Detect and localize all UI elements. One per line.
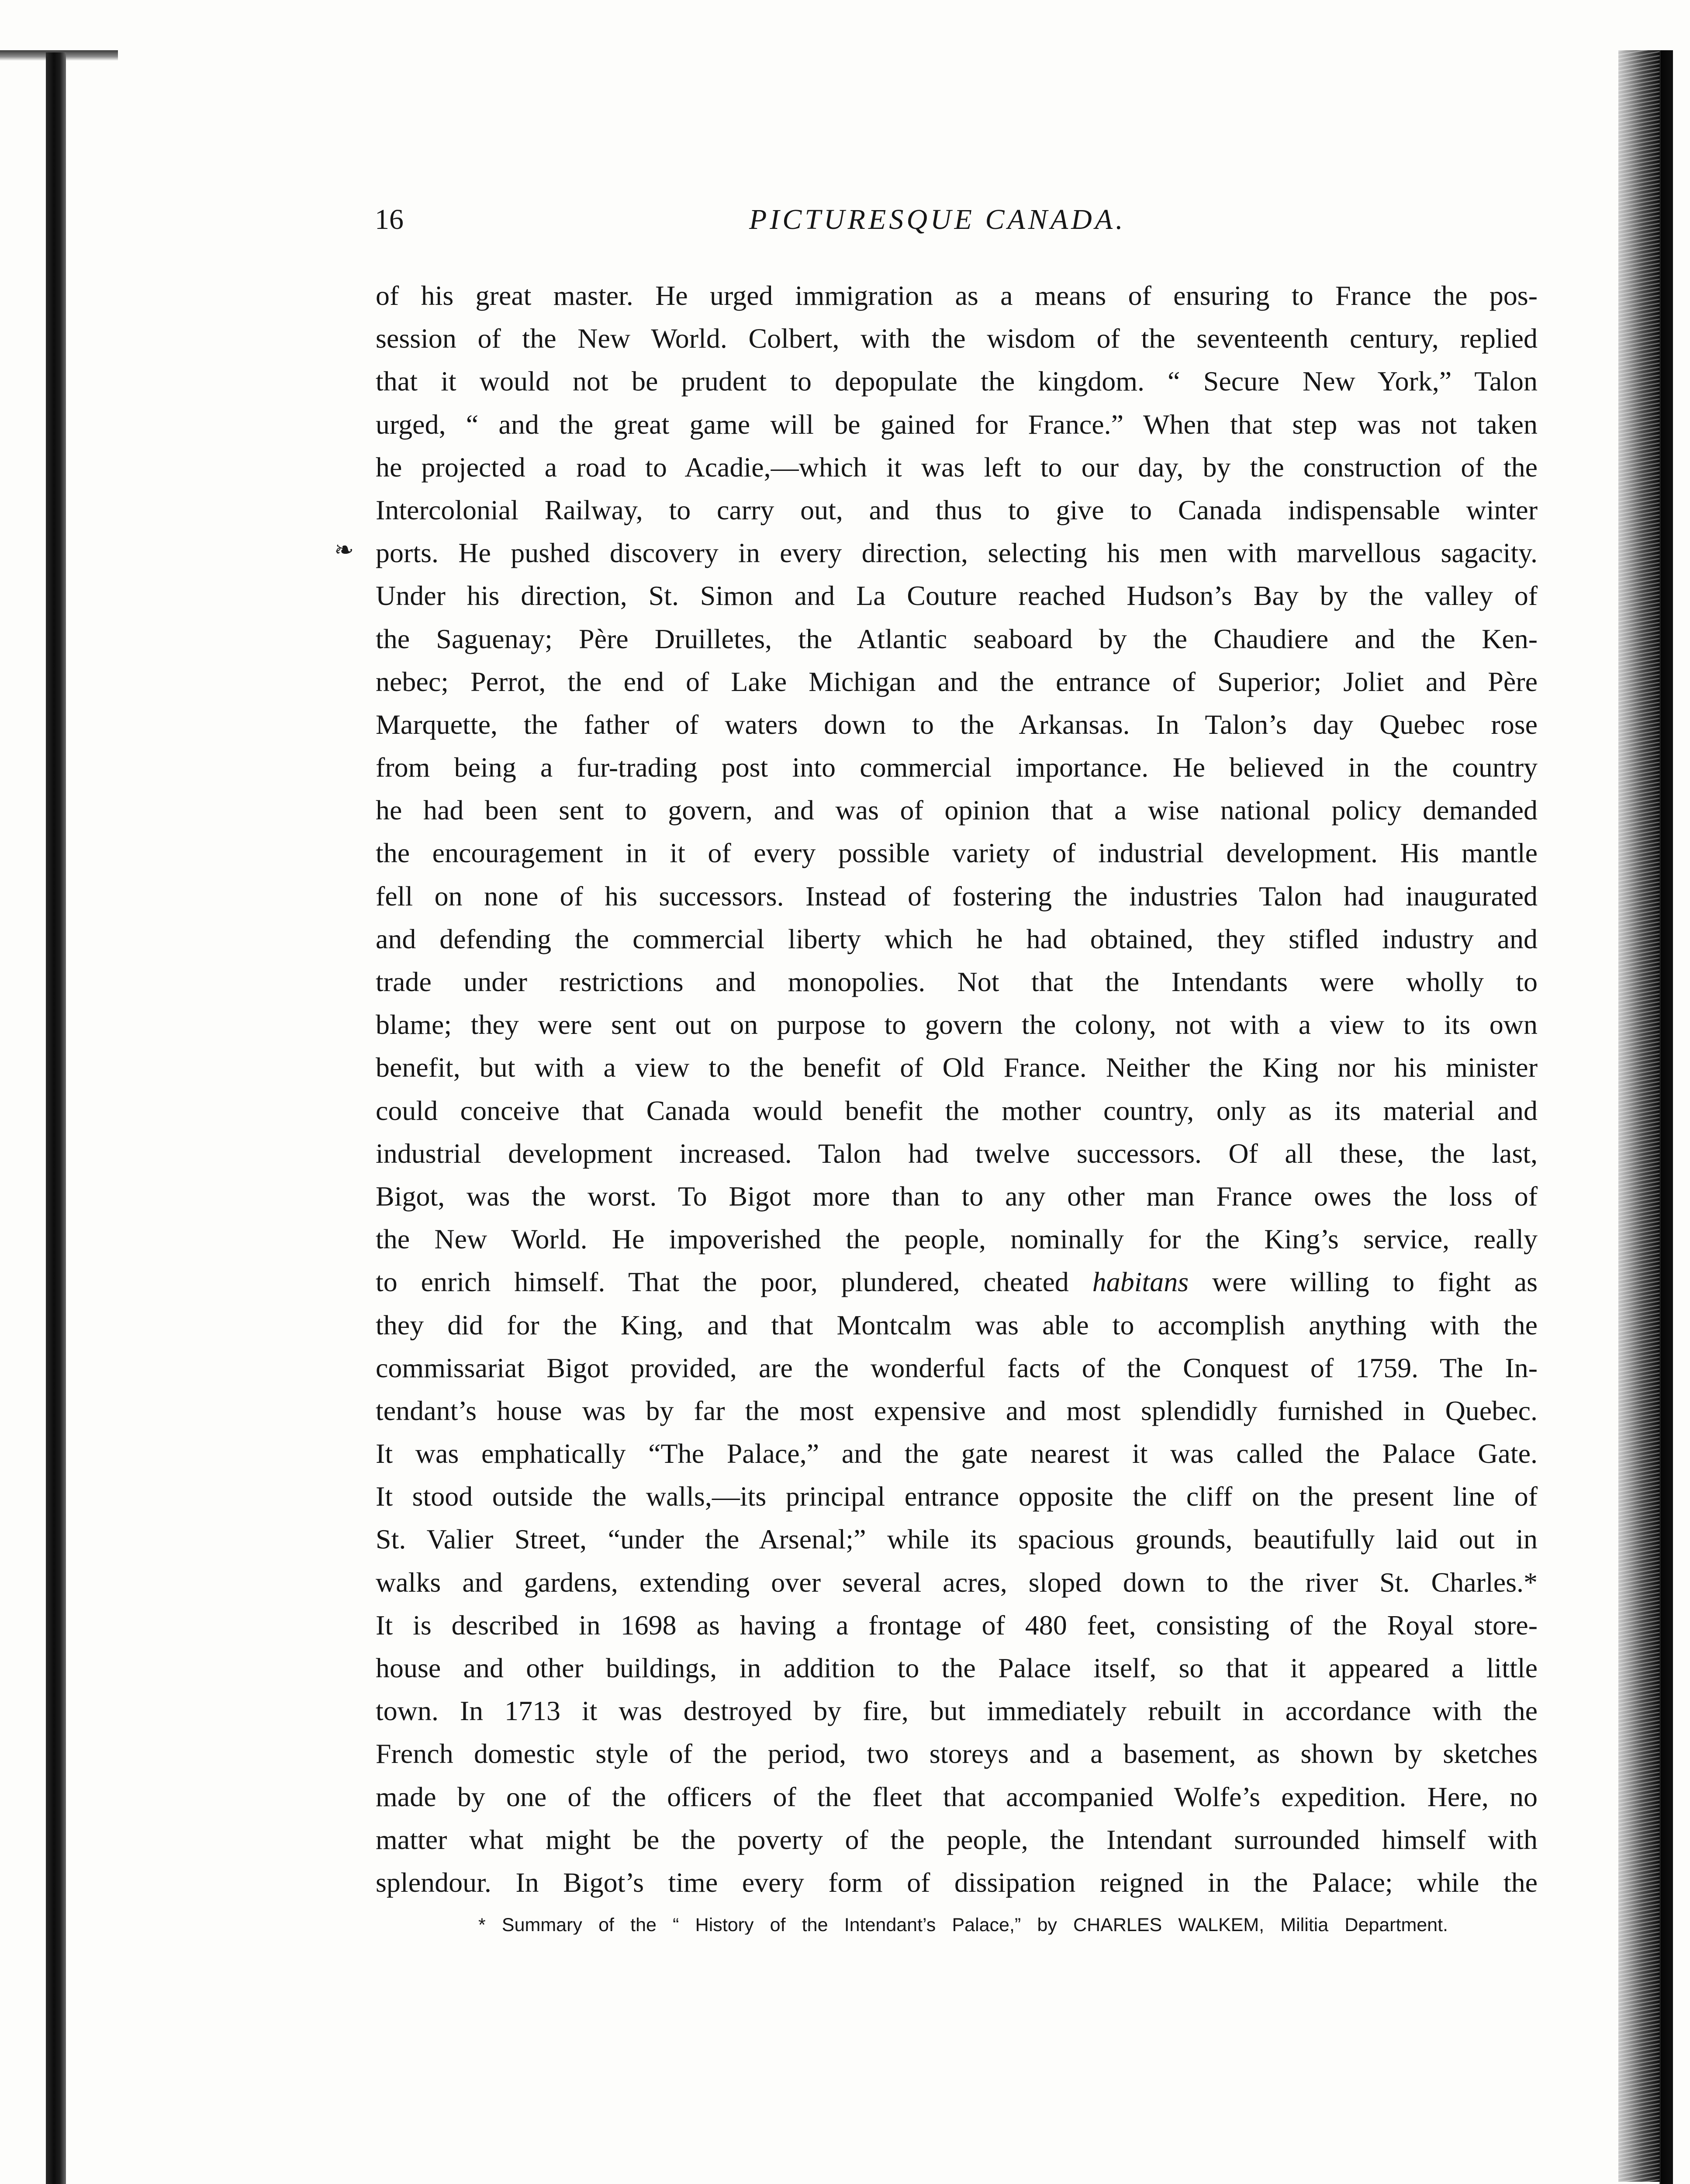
- text-line: house and other buildings, in addition to the Palace itself, so that it appeared a little: [376, 1652, 1538, 1683]
- text-line: the encouragement in it of every possible variety of industrial development. His mantle: [376, 837, 1538, 869]
- text-line: It was emphatically “The Palace,” and the gate nearest it was called the Palace Gate.: [376, 1438, 1538, 1469]
- text-line: walks and gardens, extending over several acres, sloped down to the river St. Charles.*: [376, 1566, 1538, 1598]
- text-line: the New World. He impoverished the people, nominally for the King’s service, really: [376, 1223, 1538, 1255]
- text-line: blame; they were sent out on purpose to govern the colony, not with a view to its own: [376, 1009, 1538, 1040]
- text-line: matter what might be the poverty of the people, the Intendant surrounded himself with: [376, 1824, 1538, 1855]
- scan-edge-left: [46, 52, 66, 2184]
- text-line: It is described in 1698 as having a frontage of 480 feet, consisting of the Royal store-: [376, 1609, 1538, 1641]
- text-line: session of the New World. Colbert, with the wisdom of the seventeenth century, replied: [376, 323, 1538, 354]
- text-line: industrial development increased. Talon had twelve successors. Of all these, the last,: [376, 1137, 1538, 1169]
- text-line: French domestic style of the period, two storeys and a basement, as shown by sketches: [376, 1738, 1538, 1769]
- text-line: they did for the King, and that Montcalm was able to accomplish anything with the: [376, 1309, 1538, 1341]
- text-line: from being a fur-trading post into commercial importance. He believed in the country: [376, 752, 1538, 783]
- text-line: town. In 1713 it was destroyed by fire, but immediately rebuilt in accordance with the: [376, 1695, 1538, 1727]
- text-line: made by one of the officers of the fleet that accompanied Wolfe’s expedition. Here, no: [376, 1781, 1538, 1812]
- text-line: ports. He pushed discovery in every direction, selecting his men with marvellous sagacity.: [376, 537, 1538, 569]
- text-line: the Saguenay; Père Druilletes, the Atlantic seaboard by the Chaudiere and the Ken-: [376, 623, 1538, 654]
- text-line: and defending the commercial liberty which he had obtained, they stifled industry and: [376, 923, 1538, 954]
- text-line: It stood outside the walls,—its principal entrance opposite the cliff on the present line of: [376, 1481, 1538, 1512]
- text-line: tendant’s house was by far the most expensive and most splendidly furnished in Quebec.: [376, 1395, 1538, 1426]
- text-line: that it would not be prudent to depopulate the kingdom. “ Secure New York,” Talon: [376, 366, 1538, 397]
- text-line: nebec; Perrot, the end of Lake Michigan and the entrance of Superior; Joliet and Père: [376, 666, 1538, 697]
- running-head: PICTURESQUE CANADA.: [749, 204, 1126, 235]
- text-line: Bigot, was the worst. To Bigot more than to any other man France owes the loss of: [376, 1180, 1538, 1212]
- text-line: of his great master. He urged immigration as a means of ensuring to France the pos-: [376, 280, 1538, 311]
- text-line: trade under restrictions and monopolies. Not that the Intendants were wholly to: [376, 966, 1538, 997]
- text-line: benefit, but with a view to the benefit of Old France. Neither the King nor his minister: [376, 1052, 1538, 1083]
- text-line: he had been sent to govern, and was of opinion that a wise national policy demanded: [376, 795, 1538, 826]
- body-text: [376, 274, 1538, 1904]
- page-number: 16: [375, 204, 404, 235]
- text-line: could conceive that Canada would benefit the mother country, only as its material and: [376, 1095, 1538, 1126]
- text-line: fell on none of his successors. Instead of fostering the industries Talon had inaugurated: [376, 880, 1538, 912]
- text-line: Intercolonial Railway, to carry out, and thus to give to Canada indispensable winter: [376, 494, 1538, 525]
- text-line: he projected a road to Acadie,—which it was left to our day, by the construction of the: [376, 451, 1538, 483]
- text-line: Under his direction, St. Simon and La Couture reached Hudson’s Bay by the valley of: [376, 580, 1538, 612]
- text-line: to enrich himself. That the poor, plundered, cheated habitans were willing to fight as: [376, 1266, 1538, 1298]
- text-line: urged, “ and the great game will be gained for France.” When that step was not taken: [376, 408, 1538, 440]
- text-line: Marquette, the father of waters down to the Arkansas. In Talon’s day Quebec rose: [376, 708, 1538, 740]
- footnote: * Summary of the “ History of the Intendant’s Palace,” by CHARLES WALKEM, Militia Department.: [478, 1916, 1448, 1935]
- text-line: splendour. In Bigot’s time every form of dissipation reigned in the Palace; while the: [376, 1866, 1538, 1898]
- text-line: St. Valier Street, “under the Arsenal;” while its spacious grounds, beautifully laid out in: [376, 1524, 1538, 1555]
- scan-edge-right-shadow: [1616, 50, 1673, 2184]
- margin-hand-icon: ❧: [334, 536, 354, 563]
- text-line: commissariat Bigot provided, are the wonderful facts of the Conquest of 1759. The In-: [376, 1352, 1538, 1383]
